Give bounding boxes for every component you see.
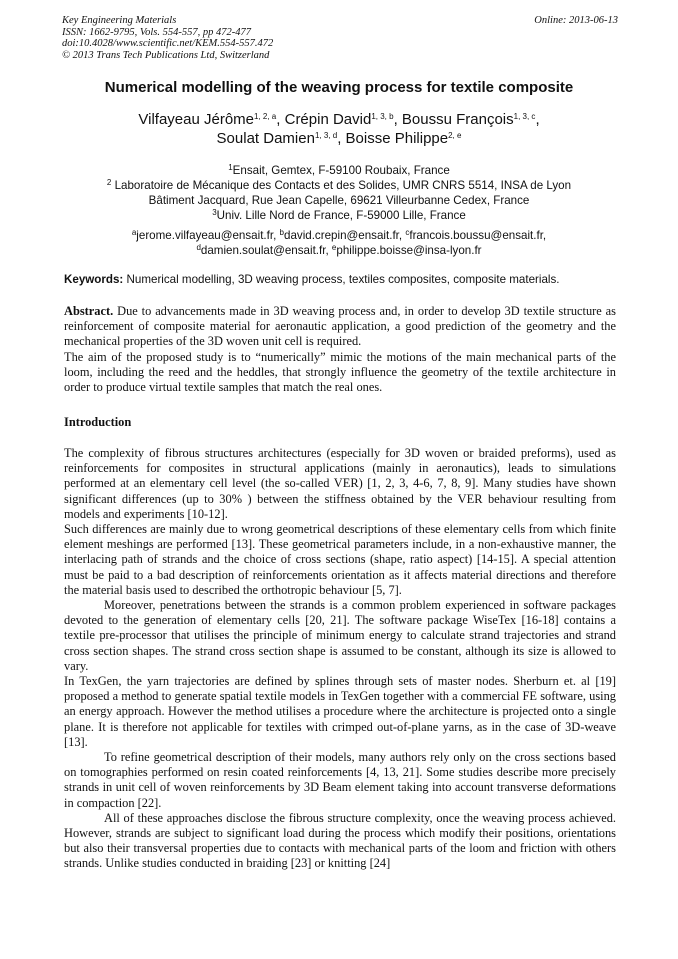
affil-text: Laboratoire de Mécanique des Contacts et des Solides, UMR CNRS 5514, INSA de Lyon — [114, 179, 572, 192]
paragraph: All of these approaches disclose the fibrous structure complexity, once the weaving process achieved. However, strands are subject to significant load during the process which modify their positions, orientations but also their transversal properties due to contacts with mechanical parts of the loom and friction with others strands. Unlike studies conducted in braiding [23] or knitting [24] — [64, 810, 616, 871]
abstract — [64, 304, 616, 395]
keywords-text: Numerical modelling, 3D weaving process, textiles composites, composite materials. — [126, 273, 560, 286]
paragraph: The complexity of fibrous structures architectures (especially for 3D woven or braided preforms), used as reinforcements for composites in structural applications (mainly in aeronautics), leads to simulations performed at an elementary cell level (the so-called VER) [1, 2, 3, 4-6, 7, 8, 9]. Many studies have shown significant differences (up to 30% ) between the stiffness obtained by the VER behaviour resulting from models and experiments [10-12]. — [64, 446, 616, 521]
paragraph: To refine geometrical description of their models, many authors rely only on the cross sections based on tomographies performed on resin coated reinforcements [4, 13, 21]. Some studies describe more precisely strands in unit cell of woven reinforcements by 3D Beam element taking into account transverse deformations in compaction [22]. — [64, 750, 616, 810]
affiliation-line — [40, 178, 638, 193]
author-name: Crépin David — [284, 111, 372, 128]
paragraph: Moreover, penetrations between the strands is a common problem experienced in software packages devoted to the generation of elementary cells [20, 21]. The software package WiseTex [16-18] contains a textile pre-processor that utilises the principle of minimum energy to calculate strand trajectories and strand cross section shapes. The strand cross section shape is assumed to be constant, although its size is allowed to vary. — [64, 598, 616, 673]
abstract-paragraph: The aim of the proposed study is to “numerically” mimic the motions of the main mechanical parts of the loom, including the reed and the heddles, that strongly influence the geometry of the textile architecture in order to produce virtual textile samples that match the real ones. — [64, 349, 616, 395]
email-link[interactable]: philippe.boisse@insa-lyon.fr — [336, 244, 482, 257]
affiliation-line — [40, 208, 638, 223]
affil-sup: 2 — [106, 178, 112, 187]
author-name: Boussu François — [401, 111, 514, 128]
keywords-label: Keywords: — [64, 273, 124, 286]
author-affil-sup: 1, 3, d — [314, 131, 338, 140]
email-sup: e — [331, 243, 337, 252]
copyright-line: © 2013 Trans Tech Publications Ltd, Switzerland — [62, 49, 270, 61]
email-sup: c — [405, 228, 410, 237]
affiliations — [40, 163, 638, 223]
email-link[interactable]: jerome.vilfayeau@ensait.fr, — [136, 229, 277, 242]
author-affil-sup: 2, e — [448, 131, 462, 140]
paragraph: Such differences are mainly due to wrong geometrical descriptions of these elementary cells from which finite element meshings are performed [13]. These geometrical parameters include, in a non-exhaustive manner, the interlacing path of strands and the choice of cross sections (shape, ratio aspect) [14-15]. A special attention must be paid to a bad description of reinforcements orientation as it affects material directions and therefore the material basis used to described the orthotropic behaviour [5, 7]. — [64, 522, 616, 597]
author-name: Soulat Damien — [216, 130, 315, 147]
issn-line: ISSN: 1662-9795, Vols. 554-557, pp 472-477 — [62, 26, 251, 38]
keywords — [64, 273, 616, 286]
doi-line[interactable]: doi:10.4028/www.scientific.net/KEM.554-557.472 — [62, 38, 274, 50]
author-list: Vilfayeau Jérôme$^{1, 2, a}$, Crépin David$^{1, 3, b}$, Boussu François$^{1, 3, c}$, Soulat Damien$^{1, 3, d}$, Boisse Philippe$^{2, e}$ — [138, 111, 540, 147]
author-emails — [40, 228, 638, 258]
affil-text: Ensait, Gemtex, F-59100 Roubaix, France — [232, 164, 450, 177]
affiliation-line — [40, 163, 638, 178]
introduction-body — [64, 446, 616, 872]
affil-sup: 3 — [212, 208, 217, 217]
paragraph: In TexGen, the yarn trajectories are defined by splines through sets of master nodes. Sherburn et. al [19] proposed a method to generate spatial textile models in TexGen together with a commercial FE software, using an energy approach. However the method utilises a procedure where the architecture is projected onto a single plane. It is therefore not applicable for textiles with crimped out-of-plane yarns, as in the case of 3D-weave [13]. — [64, 674, 616, 749]
email-link[interactable]: francois.boussu@ensait.fr, — [409, 229, 547, 242]
email-link[interactable]: david.crepin@ensait.fr, — [284, 229, 403, 242]
abstract-label: Abstract. — [64, 304, 114, 318]
author-affil-sup: 1, 3, c — [513, 112, 536, 121]
author-name: Vilfayeau Jérôme — [138, 111, 255, 128]
author-affil-sup: 1, 3, b — [371, 112, 394, 121]
journal-header — [62, 15, 618, 61]
online-date: Online: 2013-06-13 — [534, 15, 618, 26]
email-sup: d — [196, 243, 201, 252]
email-sup: a — [131, 228, 137, 237]
section-heading: Introduction — [64, 415, 132, 429]
paper-title: Numerical modelling of the weaving process for textile composite — [104, 79, 574, 96]
affil-sup: 1 — [228, 163, 233, 172]
affiliation-line: Bâtiment Jacquard, Rue Jean Capelle, 69621 Villeurbanne Cedex, France — [148, 194, 530, 207]
affil-text: Univ. Lille Nord de France, F-59000 Lille, France — [216, 209, 466, 222]
journal-name: Key Engineering Materials — [62, 15, 177, 26]
email-sup: b — [279, 228, 284, 237]
email-link[interactable]: damien.soulat@ensait.fr, — [200, 244, 329, 257]
author-name: Boisse Philippe — [345, 130, 449, 147]
author-affil-sup: 1, 2, a — [254, 112, 277, 121]
abstract-paragraph: Due to advancements made in 3D weaving process and, in order to develop 3D textile structure as reinforcement of composite material for aeronautic application, a good prediction of the geometry and the mechanical properties of the 3D woven unit cell is required. — [64, 304, 616, 349]
